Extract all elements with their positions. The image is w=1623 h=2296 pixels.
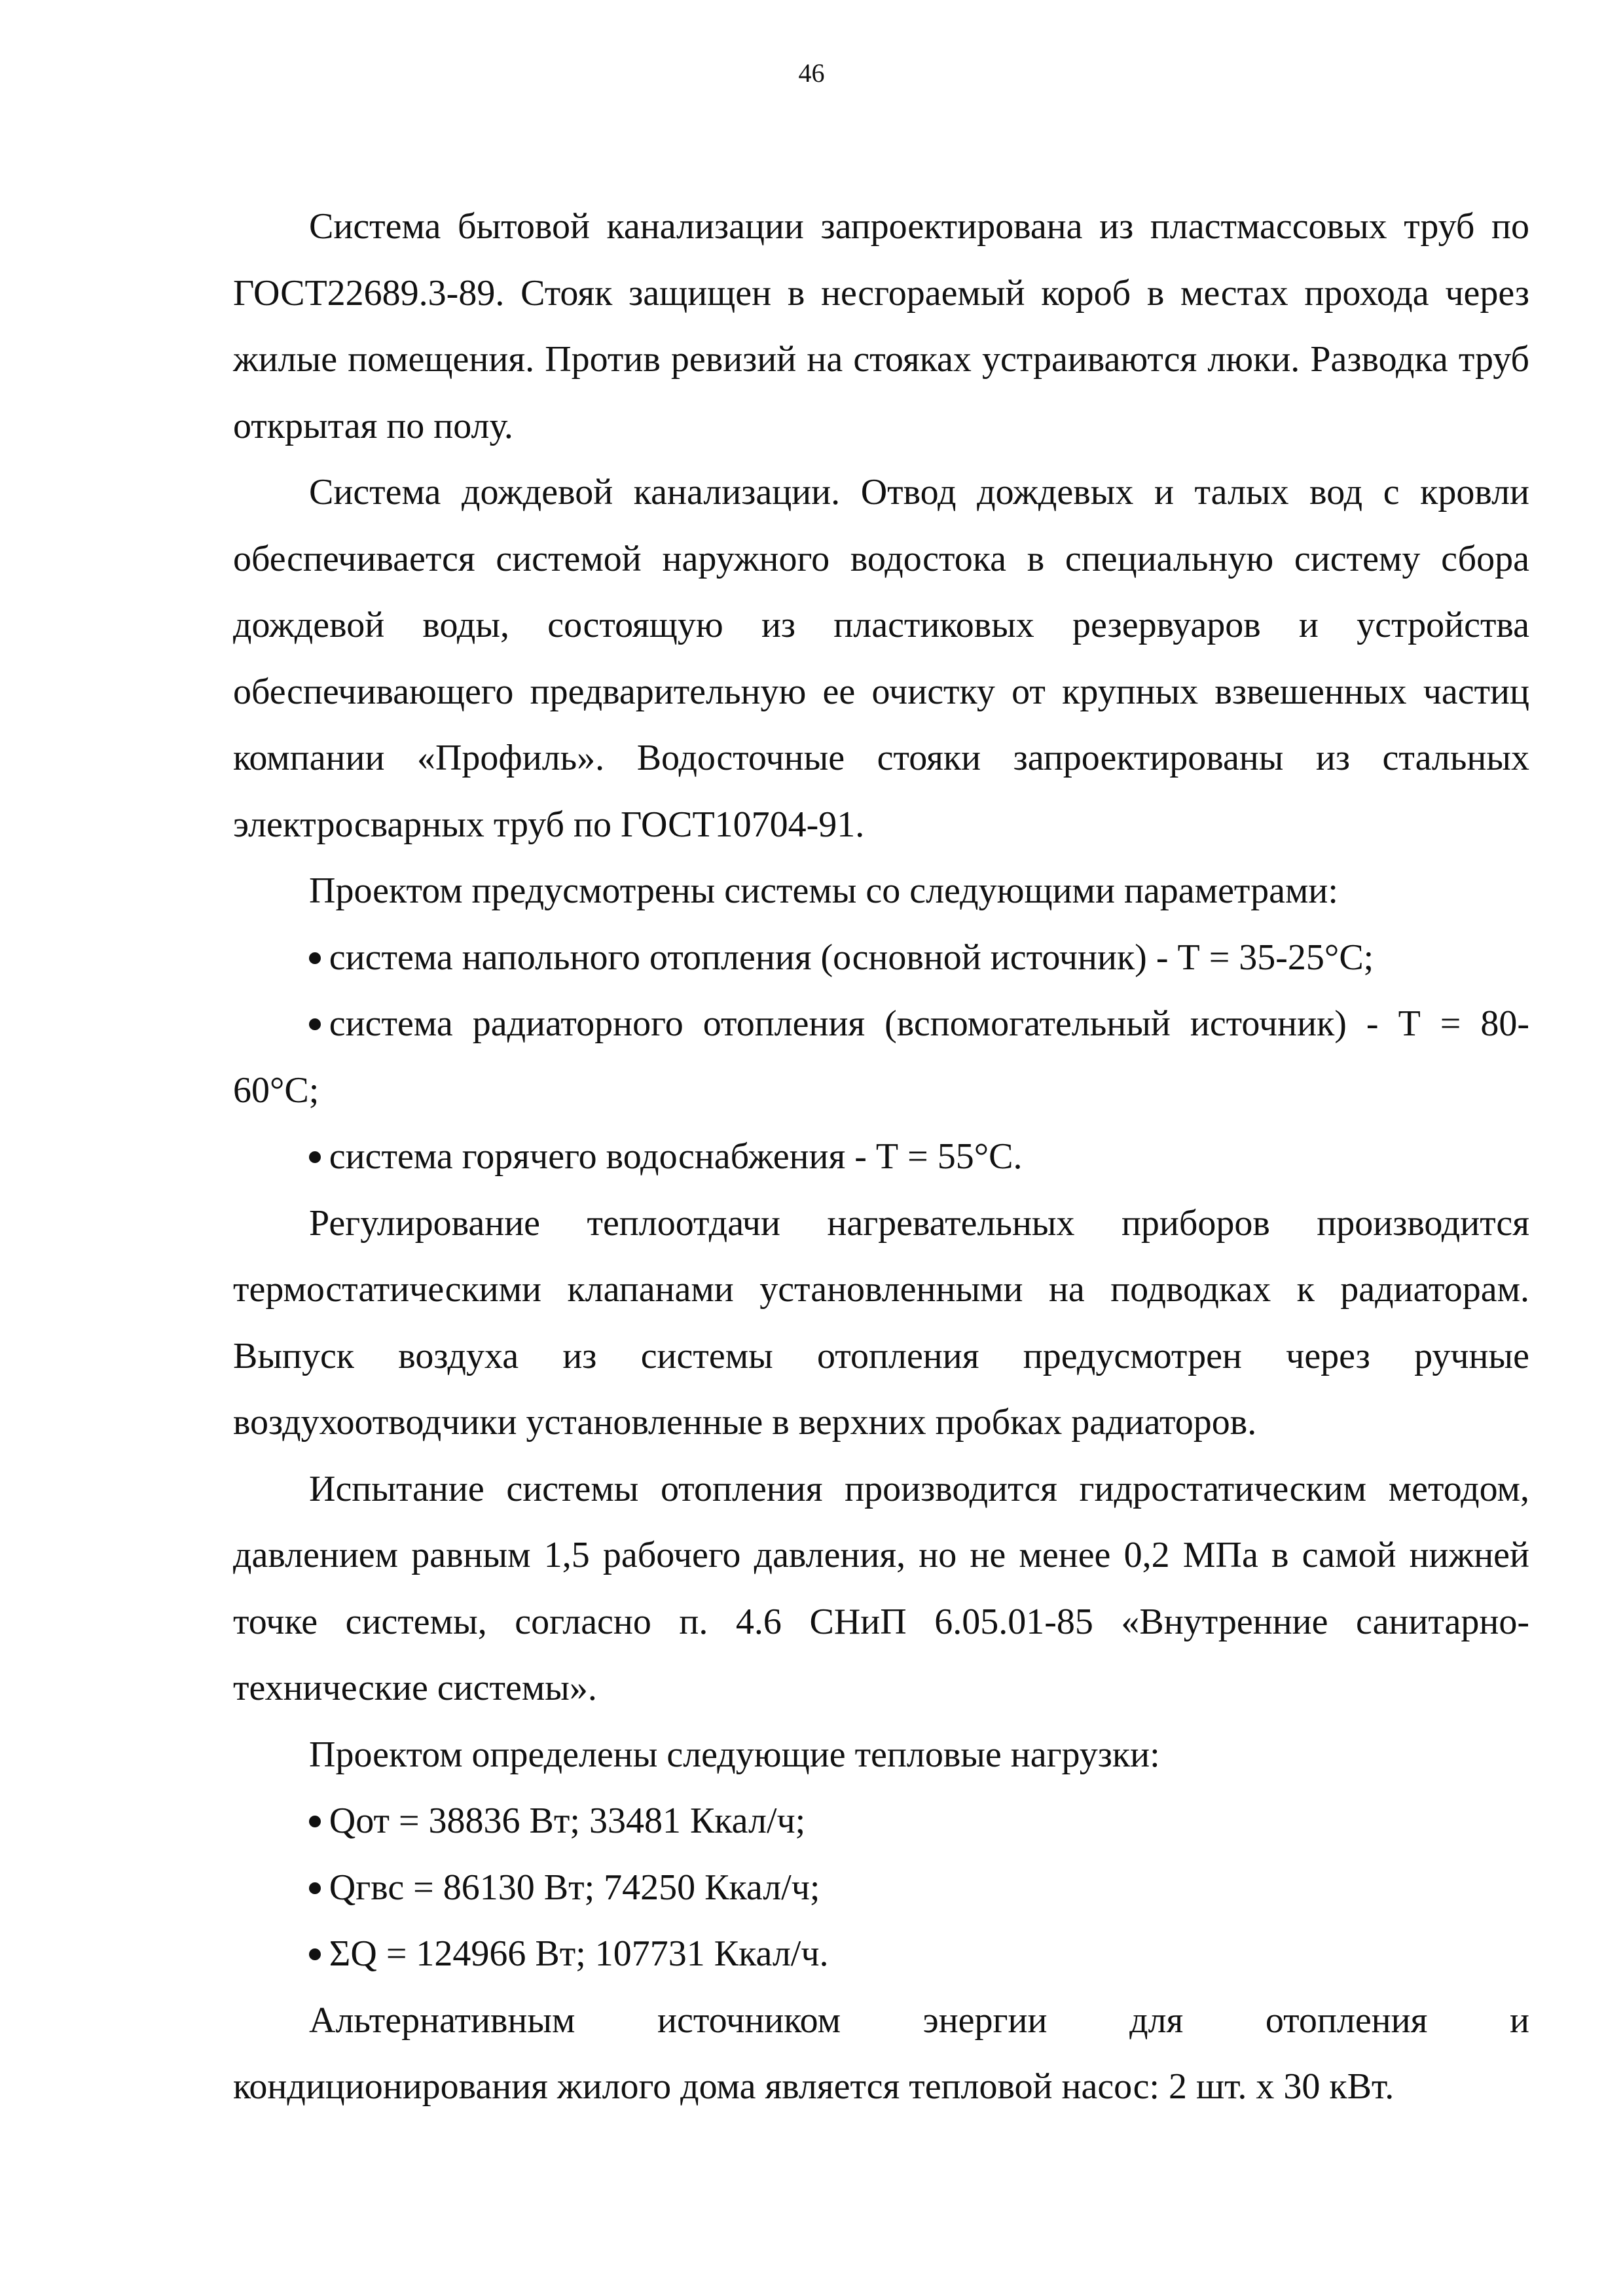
paragraph-systems-intro: Проектом предусмотрены системы со следующими параметрами: xyxy=(309,870,1338,911)
paragraph-loads-intro: Проектом определены следующие тепловые нагрузки: xyxy=(309,1734,1160,1775)
list-item-hot-water xyxy=(233,1124,1529,1191)
bullet-icon xyxy=(309,1855,329,1922)
list-item-q-total xyxy=(233,1921,1529,1988)
bullet-icon xyxy=(309,1921,329,1988)
list-item-text: Qгвс = 86130 Вт; 74250 Ккал/ч; xyxy=(329,1867,820,1908)
paragraph-alternative-line1: Альтернативным источником энергии для отопления и xyxy=(309,2000,1529,2041)
list-item-text: система напольного отопления (основной источник) - Т = 35-25°С; xyxy=(329,937,1374,978)
list-item-radiator-heating xyxy=(233,991,1529,1124)
paragraph-alternative-line2: кондиционирования жилого дома является тепловой насос: 2 шт. х 30 кВт. xyxy=(233,2066,1395,2107)
list-item-text: ΣQ = 124966 Вт; 107731 Ккал/ч. xyxy=(329,1933,829,1974)
list-item-text: система радиаторного отопления (вспомогательный источник) - Т = 80-60°С; xyxy=(233,1003,1529,1111)
list-item-text: система горячего водоснабжения - Т = 55°С. xyxy=(329,1136,1023,1177)
list-item-q-hot-water xyxy=(233,1855,1529,1922)
paragraph-rain-sewage: Система дождевой канализации. Отвод дождевых и талых вод с кровли обеспечивается системой наружного водостока в специальную систему сбора дождевой воды, состоящую из пластиковых резервуаров и устройства обеспечивающего предварительную ее очистку от крупных взвешенных частиц компании «Профиль». Водосточные стояки запроектированы из стальных электросварных труб по ГОСТ10704-91. xyxy=(233,472,1529,845)
bullet-icon xyxy=(309,991,329,1058)
paragraph-sewage: Система бытовой канализации запроектирована из пластмассовых труб по ГОСТ22689.3-89. Стояк защищен в несгораемый короб в местах прохода через жилые помещения. Против ревизий на стояках устраиваются люки. Разводка труб открытая по полу. xyxy=(233,206,1529,446)
bullet-icon xyxy=(309,1788,329,1855)
list-item-q-heating xyxy=(233,1788,1529,1855)
bullet-icon xyxy=(309,925,329,992)
list-item-text: Qот = 38836 Вт; 33481 Ккал/ч; xyxy=(329,1801,806,1841)
page-number: 46 xyxy=(798,58,825,88)
paragraph-regulation: Регулирование теплоотдачи нагревательных приборов производится термостатическими клапанами установленными на подводках к радиаторам. Выпуск воздуха из системы отопления предусмотрен через ручные воздухоотводчики установленные в верхних пробках радиаторов. xyxy=(233,1202,1529,1443)
document-body xyxy=(233,194,1529,2121)
bullet-icon xyxy=(309,1124,329,1191)
paragraph-testing: Испытание системы отопления производится гидростатическим методом, давлением равным 1,5 рабочего давления, но не менее 0,2 МПа в самой нижней точке системы, согласно п. 4.6 СНиП 6.05.01-85 «Внутренние санитарно-технические системы». xyxy=(233,1468,1529,1708)
list-item-floor-heating xyxy=(233,925,1529,992)
